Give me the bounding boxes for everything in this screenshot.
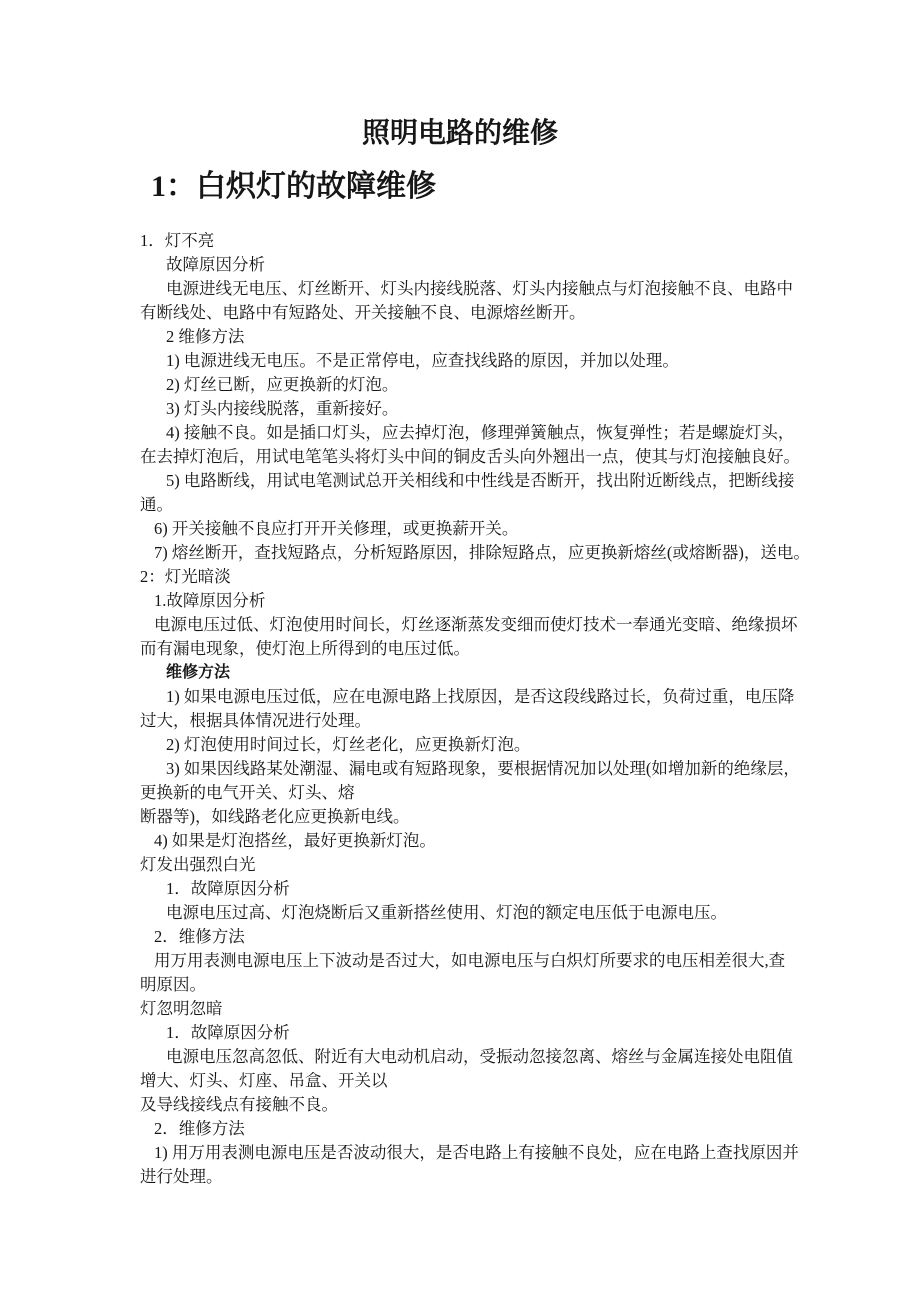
document-title: 照明电路的维修 (361, 118, 558, 149)
text-line: 有断线处、电路中有短路处、开关接触不良、电源熔丝断开。 (140, 303, 586, 322)
text-line: 灯发出强烈白光 (140, 855, 256, 874)
text-line: 2：灯光暗淡 (140, 567, 231, 586)
text-line: 用万用表测电源电压上下波动是否过大，如电源电压与白炽灯所要求的电压相差很大,查 (154, 951, 786, 970)
text-line: 1) 如果电源电压过低，应在电源电路上找原因，是否这段线路过长，负荷过重，电压降 (166, 687, 795, 706)
text-line: 维修方法 (166, 664, 231, 681)
text-line: 1) 电源进线无电压。不是正常停电，应查找线路的原因，并加以处理。 (166, 351, 679, 370)
text-line: 电源电压过低、灯泡使用时间长，灯丝逐渐蒸发变细而使灯技术一奉通光变暗、绝缘损坏 (154, 615, 798, 634)
text-line: 2．维修方法 (154, 1119, 245, 1138)
document-body (140, 229, 840, 1189)
text-line: 3) 灯头内接线脱落，重新接好。 (166, 399, 399, 418)
text-line: 1．故障原因分析 (166, 879, 290, 898)
text-line: 而有漏电现象，使灯泡上所得到的电压过低。 (140, 639, 470, 658)
text-line: 过大，根据具体情况进行处理。 (140, 711, 371, 730)
section-heading: 1：白炽灯的故障维修 (151, 170, 436, 203)
text-line: 明原因。 (140, 975, 206, 994)
text-line: 1．灯不亮 (140, 231, 215, 250)
text-line: 电源进线无电压、灯丝断开、灯头内接线脱落、灯头内接触点与灯泡接触不良、电路中 (166, 279, 793, 298)
text-line: 灯忽明忽暗 (140, 999, 223, 1018)
text-line: 2．维修方法 (154, 927, 245, 946)
text-line: 1) 用万用表测电源电压是否波动很大，是否电路上有接触不良处，应在电路上查找原因并 (154, 1143, 799, 1162)
text-line: 进行处理。 (140, 1167, 223, 1186)
text-line: 2) 灯丝已断，应更换新的灯泡。 (166, 375, 399, 394)
text-line: 电源电压忽高忽低、附近有大电动机启动，受振动忽接忽离、熔丝与金属连接处电阻值 (166, 1047, 793, 1066)
text-line: 2 维修方法 (166, 327, 245, 346)
text-line: 故障原因分析 (166, 255, 265, 274)
text-line: 4) 接触不良。如是插口灯头，应去掉灯泡，修理弹簧触点，恢复弹性；若是螺旋灯头， (166, 423, 795, 442)
text-line: 及导线接线点有接触不良。 (140, 1095, 338, 1114)
text-line: 5) 电路断线，用试电笔测试总开关相线和中性线是否断开，找出附近断线点，把断线接 (166, 471, 795, 490)
text-line: 6) 开关接触不良应打开开关修理，或更换薪开关。 (154, 519, 519, 538)
text-line: 1．故障原因分析 (166, 1023, 290, 1042)
text-line: 7) 熔丝断开，查找短路点，分析短路原因，排除短路点，应更换新熔丝(或熔断器)，送电。 (154, 543, 810, 562)
text-line: 在去掉灯泡后，用试电笔笔头将灯头中间的铜皮舌头向外翘出一点，使其与灯泡接触良好。 (140, 447, 800, 466)
text-line: 更换新的电气开关、灯头、熔 (140, 783, 355, 802)
text-line: 电源电压过高、灯泡烧断后又重新搭丝使用、灯泡的额定电压低于电源电压。 (166, 903, 727, 922)
text-line: 通。 (140, 495, 173, 514)
text-line: 1.故障原因分析 (154, 591, 266, 610)
text-line: 断器等)，如线路老化应更换新电线。 (140, 807, 410, 826)
text-line: 增大、灯头、灯座、吊盒、开关以 (140, 1071, 388, 1090)
text-line: 4) 如果是灯泡搭丝，最好更换新灯泡。 (154, 831, 436, 850)
text-line: 2) 灯泡使用时间过长，灯丝老化，应更换新灯泡。 (166, 735, 531, 754)
text-line: 3) 如果因线路某处潮湿、漏电或有短路现象，要根据情况加以处理(如增加新的绝缘层， (166, 759, 800, 778)
